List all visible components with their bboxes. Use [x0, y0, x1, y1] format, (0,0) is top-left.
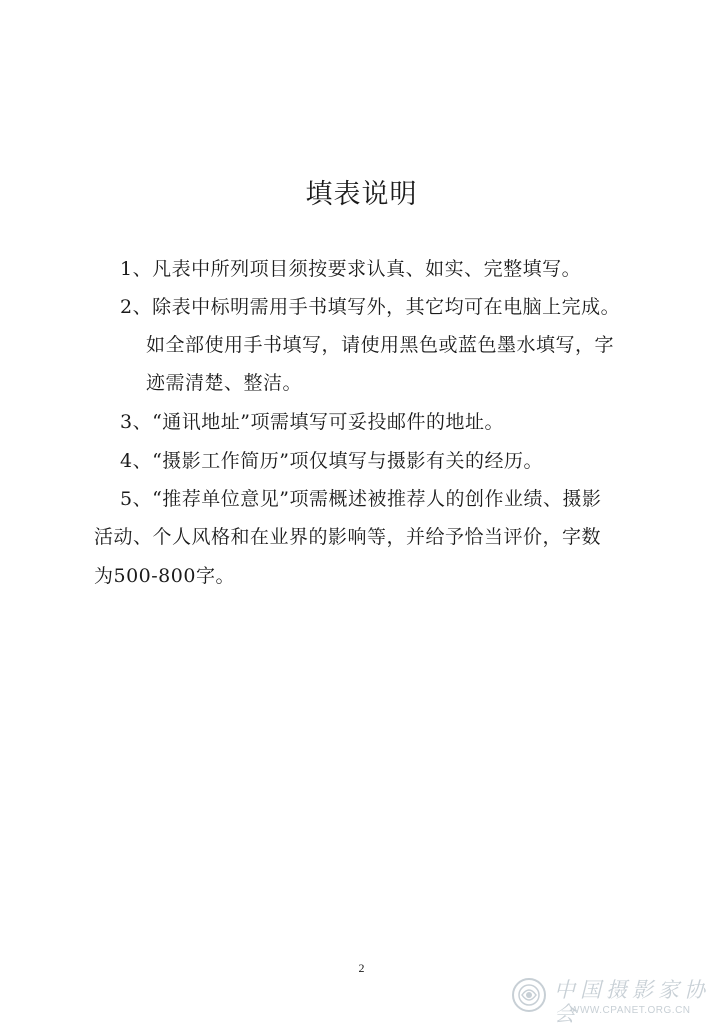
page-title: 填表说明	[305, 179, 418, 210]
instruction-5-continued-end: 为500-800字。	[94, 565, 235, 587]
watermark-org-name: 中国摄影家协会	[554, 978, 710, 1026]
camera-seal-icon	[510, 976, 548, 1014]
instruction-2: 2、除表中标明需用手书填写外，其它均可在电脑上完成。	[120, 296, 621, 318]
instruction-5-continued: 活动、个人风格和在业界的影响等，并给予恰当评价，字数	[94, 526, 602, 548]
instruction-5: 5、“推荐单位意见”项需概述被推荐人的创作业绩、摄影	[120, 488, 602, 510]
instruction-3: 3、“通讯地址”项需填写可妥投邮件的地址。	[120, 411, 505, 433]
instruction-4: 4、“摄影工作简历”项仅填写与摄影有关的经历。	[120, 450, 544, 472]
instruction-2-continued: 如全部使用手书填写，请使用黑色或蓝色墨水填写，字	[146, 334, 615, 356]
page-number: 2	[358, 961, 365, 975]
watermark	[510, 976, 715, 1026]
watermark-url: WWW.CPANET.ORG.CN	[570, 1005, 691, 1016]
instruction-1: 1、凡表中所列项目须按要求认真、如实、完整填写。	[120, 258, 582, 280]
instruction-2-continued-end: 迹需清楚、整洁。	[146, 372, 303, 394]
